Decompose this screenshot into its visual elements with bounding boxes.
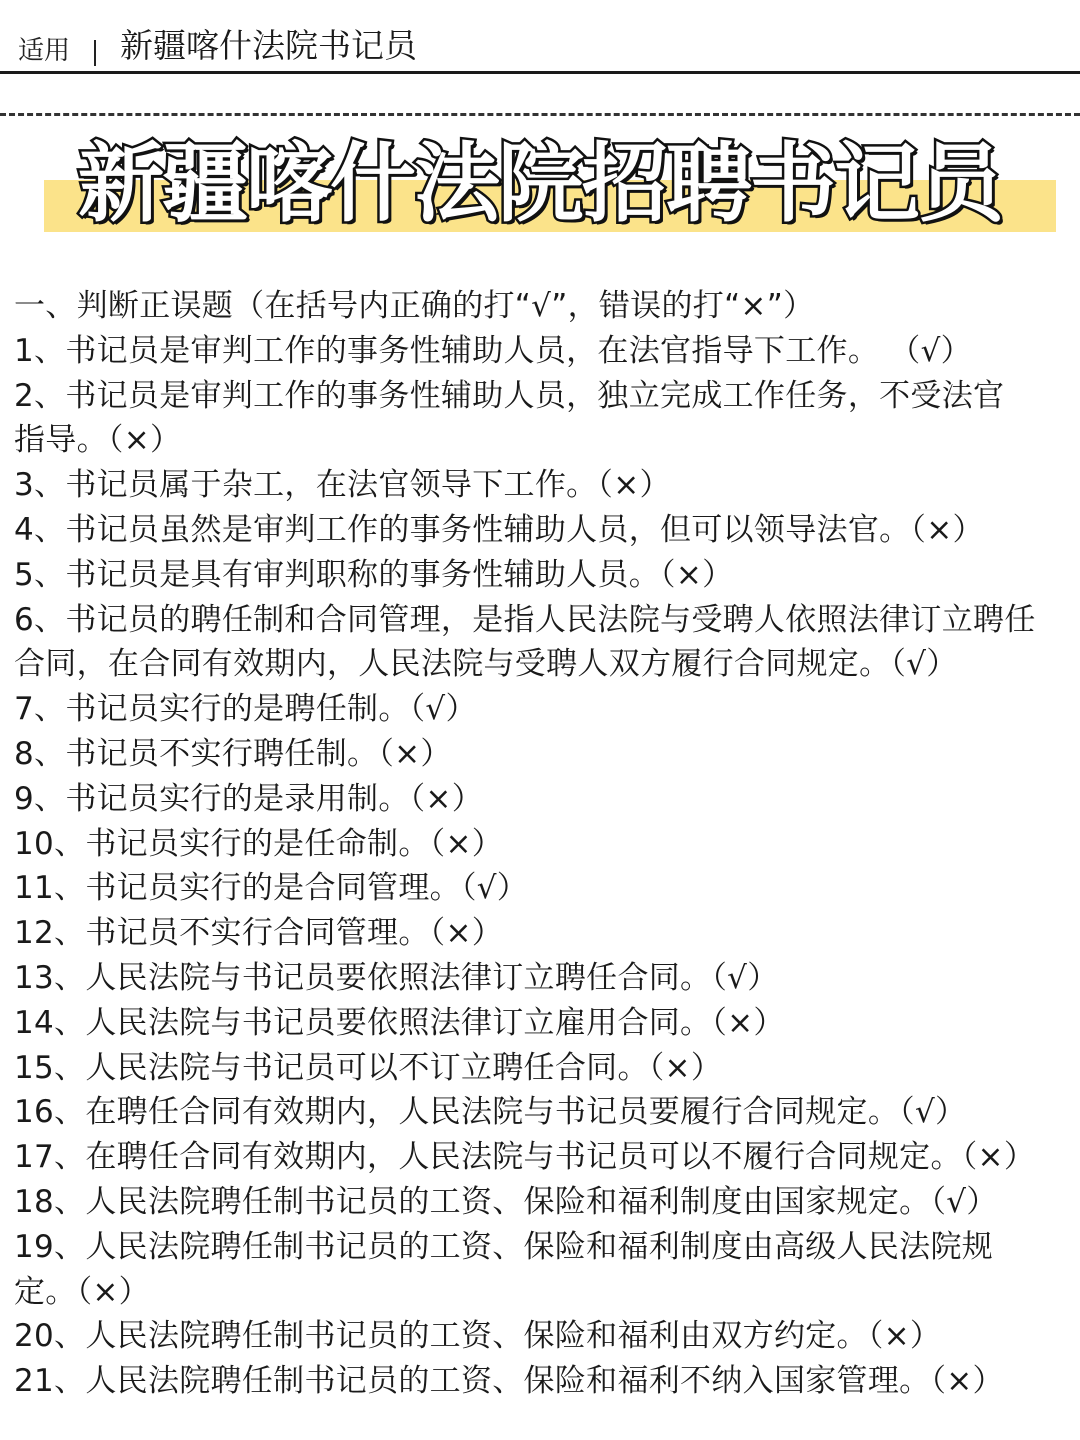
question-line: 19、人民法院聘任制书记员的工资、保险和福利制度由高级人民法院规 <box>14 1228 994 1265</box>
dashed-divider <box>0 113 1080 116</box>
question-line: 4、书记员虽然是审判工作的事务性辅助人员，但可以领导法官。（×） <box>14 511 984 548</box>
question-line: 合同，在合同有效期内，人民法院与受聘人双方履行合同规定。（√） <box>14 646 958 683</box>
question-line: 16、在聘任合同有效期内，人民法院与书记员要履行合同规定。（√） <box>14 1094 967 1131</box>
question-line: 指导。（×） <box>14 422 182 459</box>
question-line: 3、书记员属于杂工，在法官领导下工作。（×） <box>14 467 671 504</box>
question-line: 7、书记员实行的是聘任制。（√） <box>14 691 477 728</box>
question-line: 5、书记员是具有审判职称的事务性辅助人员。（×） <box>14 556 734 593</box>
question-line: 6、书记员的聘任制和合同管理，是指人民法院与受聘人依照法律订立聘任 <box>14 601 1036 638</box>
section-heading: 一、判断正误题（在括号内正确的打“√”，错误的打“×”） <box>14 288 815 324</box>
header-bar <box>0 0 1080 74</box>
question-line: 21、人民法院聘任制书记员的工资、保险和福利不纳入国家管理。（×） <box>14 1363 1004 1400</box>
banner-title: 新疆喀什法院招聘书记员 <box>78 134 1002 234</box>
question-line: 17、在聘任合同有效期内，人民法院与书记员可以不履行合同规定。（×） <box>14 1139 1036 1176</box>
question-line: 1、书记员是审判工作的事务性辅助人员，在法官指导下工作。 （√） <box>14 332 972 369</box>
header-tag: 适用 <box>18 36 71 66</box>
question-line: 8、书记员不实行聘任制。（×） <box>14 735 452 772</box>
question-line: 11、书记员实行的是合同管理。（√） <box>14 870 529 907</box>
question-line: 9、书记员实行的是录用制。（×） <box>14 780 483 817</box>
header-divider <box>94 40 96 66</box>
question-line: 10、书记员实行的是任命制。（×） <box>14 825 504 862</box>
question-list <box>14 284 1070 1404</box>
question-line: 12、书记员不实行合同管理。（×） <box>14 915 504 952</box>
question-line: 18、人民法院聘任制书记员的工资、保险和福利制度由国家规定。（√） <box>14 1183 998 1220</box>
question-line: 15、人民法院与书记员可以不订立聘任合同。（×） <box>14 1049 723 1086</box>
question-line: 定。（×） <box>14 1273 150 1310</box>
question-line: 13、人民法院与书记员要依照法律订立聘任合同。（√） <box>14 959 779 996</box>
banner <box>0 126 1080 246</box>
header-title: 新疆喀什法院书记员 <box>120 26 417 65</box>
question-line: 2、书记员是审判工作的事务性辅助人员，独立完成工作任务，不受法官 <box>14 377 1005 414</box>
question-line: 20、人民法院聘任制书记员的工资、保险和福利由双方约定。（×） <box>14 1318 942 1355</box>
header-rule <box>0 71 1080 74</box>
question-line: 14、人民法院与书记员要依照法律订立雇用合同。（×） <box>14 1004 785 1041</box>
